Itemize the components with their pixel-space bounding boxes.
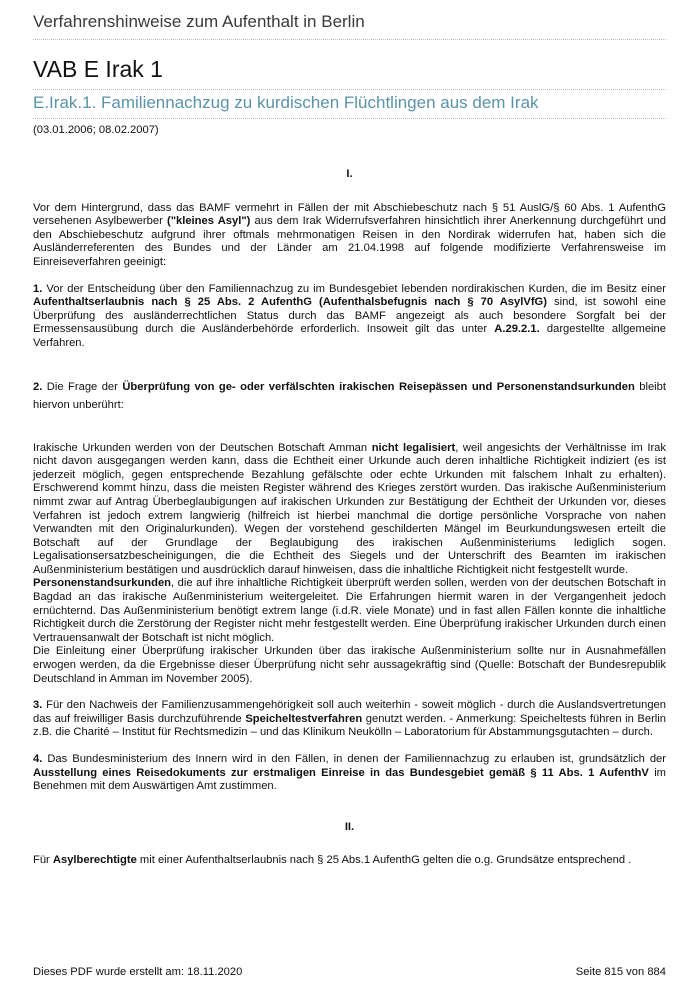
running-header: Verfahrenshinweise zum Aufenthalt in Berlin [33,12,666,40]
section-ii-paragraph [33,854,666,868]
p2-text-end: bleibt hiervon unberührt: [33,380,666,411]
urk-text: Irakische Urkunden werden von der Deutschen Botschaft Amman [33,441,372,454]
p1-reference: A.29.2.1. [494,323,540,336]
einleitung-paragraph: Die Einleitung einer Überprüfung irakischer Urkunden über das irakische Außenministerium sollte nur in Ausnahmefällen erwogen werden, da die Ergebnisse dieser Überprüfung nicht sehr aussagekräftig sind (Quelle: Botschaft der Bundesrepublik Deutschland in Amman im November 2005). [33,645,666,685]
urk-bold: nicht legalisiert [371,441,456,454]
page-footer [33,966,666,978]
document-body [33,168,666,868]
roman-heading-2: II. [344,820,355,833]
p1-text: Vor der Entscheidung über den Familiennachzug zu im Bundesgebiet lebenden nordirakischen Kurden, die im Besitz einer [42,282,666,295]
roman-heading-1: I. [346,168,353,180]
paragraph-number: 3. [33,699,43,712]
intro-bold: ("kleines Asyl") [166,215,251,228]
p4-text: Das Bundesministerium des Innern wird in den Fällen, in denen der Familiennachzug zu erlauben ist, grundsätzlich der [42,753,666,765]
personenstand-paragraph [33,577,666,645]
created-date: Dieses PDF wurde erstellt am: 18.11.2020 [33,966,243,978]
page-number: Seite 815 von 884 [575,966,666,978]
paragraph-2 [33,378,666,414]
p3-bold: Speicheltestverfahren [245,712,363,725]
p4-text-end: im Benehmen mit dem Auswärtigen Amt zustimmen. [33,766,666,793]
p1-text-end: dargestellte allgemeine Verfahren. [33,323,666,349]
paragraph-4 [33,753,666,794]
p3-text: Für den Nachweis der Familienzusammengehörigkeit soll auch weiterhin - soweit möglich - durch die Auslandsvertretungen das auf freiwilliger Basis durchzuführende [33,699,666,725]
intro-text-end: aus dem Irak Widerrufsverfahren hinsichtlich ihrer Anerkennung durchgeführt und den Abschiebeschutz aufgrund ihrer oftmals mehrmonatigen Reisen in den Nordirak widerrufen hat, haben sich die Ausländerreferenten des Bundes und der Länder am 21.04.1998 auf folgende modifizierte Verfahrensweise im Einreiseverfahren geeinigt: [33,215,666,268]
urkunden-paragraph [33,442,666,578]
p2-bold: Überprüfung von ge- oder verfälschten irakischen Reisepässen und Personenstandsurkunden [122,380,635,393]
section-title: E.Irak.1. Familiennachzug zu kurdischen Flüchtlingen aus dem Irak [33,93,666,119]
paragraph-number: 2. [33,380,43,393]
urk-text-end: , weil angesichts der Verhältnisse im Irak nicht davon ausgegangen werden kann, dass die Echtheit einer Urkunde auch deren inhaltliche Richtigkeit indiziert (es ist jederzeit möglich, gegen entsprechende Bezahlung gefälschte oder echte Urkunden mit falschem Inhalt zu erhalten). Erschwerend kommt hinzu, dass die meisten Register während des Krieges zerstört wurden. Das irakische Außenministerium nimmt zwar auf Antrag Überbeglaubigungen auf irakischen Urkunden zur Bestätigung der Echtheit der Urkunden vor, dieses Verfahren ist jedoch extrem langwierig (hilfreich ist hierbei manchmal die dortige persönliche Vorsprache von nahen Verwandten mit den Originalurkunden). Wegen der vorstehend geschilderten Mängel im Beurkundungswesen erteilt die Botschaft auf der Grundlage der Beglaubigung des irakischen Außenministeriums lediglich sogen. Legalisationsersatzbescheinigungen, die die Echtheit des Siegels und der Unterschrift des Beamten im irakischen Außenministerium bestätigen und ausdrücklich darauf hinweisen, dass die inhaltliche Richtigkeit nicht festgestellt wurde. [33,441,666,576]
paragraph-1 [33,283,666,351]
pers-text: , die auf ihre inhaltliche Richtigkeit überprüft werden sollen, werden von der deutschen Botschaft in Bagdad an das irakische Außenministerium weitergeleitet. Die Erfahrungen hiermit waren in der Vergangenheit jedoch ernüchternd. Das Außenministerium benötigt extrem lange (i.d.R. viele Monate) und in fast allen Fällen konnte die inhaltliche Richtigkeit durch die Zerstörung der Register nicht mehr festgestellt werden. Eine Überprüfung irakischer Urkunden durch einen Vertrauensanwalt der Botschaft ist nicht möglich. [33,577,666,644]
pers-bold: Personenstandsurkunden [33,577,172,590]
p1-bold: Aufenthaltserlaubnis nach § 25 Abs. 2 AufenthG (Aufenthalsbefugnis nach § 70 AsylVfG) [33,296,547,309]
intro-text: Vor dem Hintergrund, dass das BAMF vermehrt in Fällen der mit Abschiebeschutz nach § 51 AuslG/§ 60 Abs. 1 AufenthG versehenen Asylbewerber [33,201,666,228]
paragraph-number: 4. [33,753,43,765]
p2-text: Die Frage der [42,380,123,393]
p3-text-end: genutzt werden. - Anmerkung: Speicheltests führen in Berlin z.B. die Charité – Institut für Rechtsmedizin – und das Klinikum Neukölln – Laboratorium für Abstammungsgutachten – durch. [33,712,667,739]
ii-text-end: mit einer Aufenthaltserlaubnis nach § 25 Abs.1 AufenthG gelten die o.g. Grundsätze entsprechend . [136,854,632,867]
paragraph-3 [33,699,666,740]
ii-text: Für [33,854,53,867]
paragraph-number: 1. [33,282,43,295]
ii-bold: Asylberechtigte [52,854,137,867]
document-title: VAB E Irak 1 [33,56,666,90]
p1-text-2: sind, ist sowohl eine Überprüfung des ausländerrechtlichen Status durch das BAMF angezeigt als auch besondere Sorgfalt bei der Ermessensausübung durch die Ausländerbehörde erforderlich. Insoweit gilt das unter [33,296,666,336]
intro-paragraph [33,202,666,270]
revision-dates: (03.01.2006; 08.02.2007) [33,124,159,136]
p4-bold: Ausstellung eines Reisedokuments zur erstmaligen Einreise in das Bundesgebiet gemäß § 11 Abs. 1 AufenthV [33,766,649,779]
